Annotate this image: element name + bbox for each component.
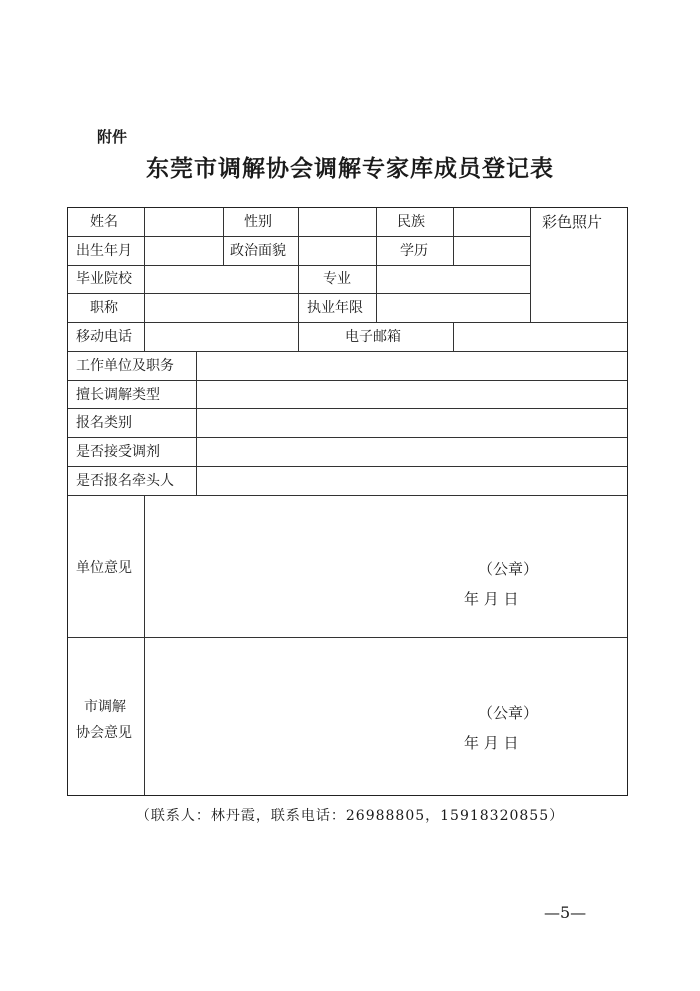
row-line: [68, 351, 627, 352]
birth-label: 出生年月: [76, 243, 132, 259]
photo-label: 彩色照片: [542, 213, 603, 231]
page-number: —5—: [544, 903, 587, 922]
contact-info: （联系人：林丹霞，联系电话：26988805，15918320855）: [135, 808, 565, 824]
unit-date-text: 年 月 日: [464, 590, 519, 608]
mobile-label: 移动电话: [76, 329, 132, 345]
row-line: [68, 380, 627, 381]
form-title: 东莞市调解协会调解专家库成员登记表: [146, 155, 554, 182]
major-label: 专业: [323, 271, 351, 287]
attachment-label: 附件: [97, 128, 128, 146]
col-line: [376, 265, 377, 322]
col-line: [144, 208, 145, 265]
registration-form-table: [67, 207, 628, 796]
col-line: [144, 322, 145, 351]
workplace-label: 工作单位及职务: [76, 358, 174, 374]
assoc-opinion-label-line1: 市调解: [84, 699, 126, 715]
col-line: [453, 208, 454, 265]
ethnicity-label: 民族: [397, 214, 425, 230]
row-line: [68, 408, 627, 409]
assoc-seal-text: （公章）: [478, 704, 539, 722]
gender-label: 性别: [244, 214, 272, 230]
education-label: 学历: [400, 243, 428, 259]
col-line: [453, 322, 454, 351]
col-line: [298, 208, 299, 351]
category-label: 报名类别: [76, 415, 132, 431]
row-line: [68, 437, 627, 438]
col-line: [144, 495, 145, 795]
row-line: [68, 265, 530, 266]
school-label: 毕业院校: [76, 271, 132, 287]
assoc-date-text: 年 月 日: [464, 734, 519, 752]
leader-label: 是否报名牵头人: [76, 473, 174, 489]
title-label: 职称: [90, 300, 118, 316]
political-label: 政治面貌: [230, 243, 286, 259]
row-line: [68, 466, 627, 467]
specialty-label: 擅长调解类型: [76, 387, 160, 403]
years-label: 执业年限: [307, 300, 363, 316]
email-label: 电子邮箱: [345, 329, 401, 345]
row-line: [68, 293, 530, 294]
row-line: [68, 236, 530, 237]
unit-opinion-label: 单位意见: [76, 560, 132, 576]
row-line: [68, 495, 627, 496]
col-line: [223, 208, 224, 265]
col-line: [196, 351, 197, 495]
name-label: 姓名: [90, 214, 118, 230]
col-line: [530, 208, 531, 322]
unit-seal-text: （公章）: [478, 560, 539, 578]
col-line: [144, 265, 145, 322]
col-line: [376, 208, 377, 265]
row-line: [68, 637, 627, 638]
adjust-label: 是否接受调剂: [76, 444, 160, 460]
assoc-opinion-label-line2: 协会意见: [76, 725, 132, 741]
row-line: [68, 322, 627, 323]
